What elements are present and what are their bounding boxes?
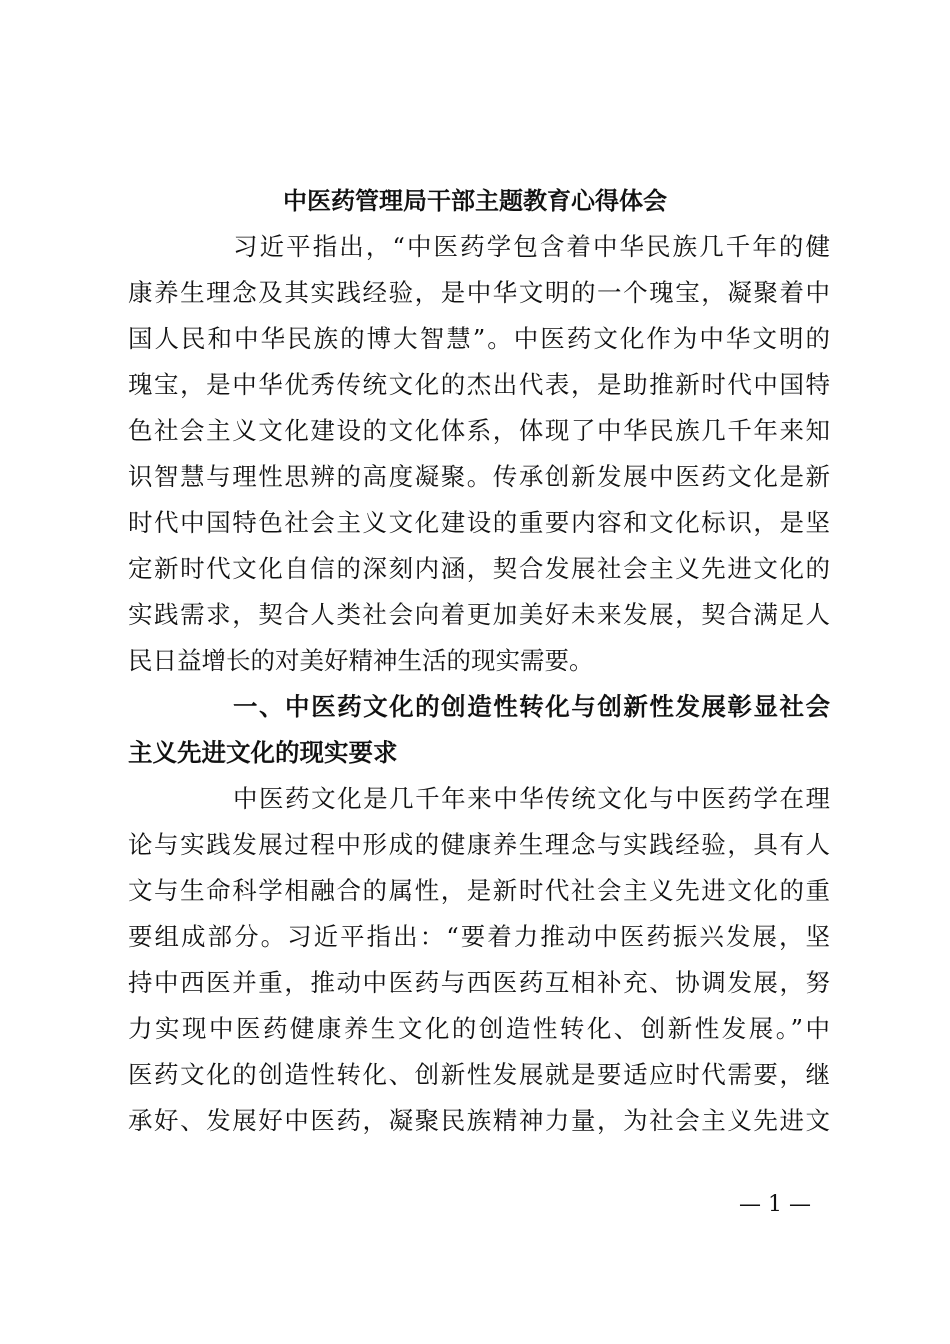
section-heading-line: 一、中医药文化的创造性转化与创新性发展彰显社会: [233, 692, 830, 721]
paragraph-2-line: 持中西医并重，推动中医药与西医药互相补充、协调发展，努: [128, 968, 830, 997]
paragraph-2-line: 力实现中医药健康养生文化的创造性转化、创新性发展。”中: [128, 1014, 830, 1043]
section-heading-line: 主义先进文化的现实要求: [128, 738, 398, 767]
paragraph-1-line: 民日益增长的对美好精神生活的现实需要。: [128, 646, 594, 675]
paragraph-2-line: 论与实践发展过程中形成的健康养生理念与实践经验，具有人: [128, 830, 830, 859]
paragraph-1-line: 国人民和中华民族的博大智慧”。中医药文化作为中华文明的: [128, 324, 830, 353]
document-title: 中医药管理局干部主题教育心得体会: [283, 187, 667, 215]
paragraph-1-line: 识智慧与理性思辨的高度凝聚。传承创新发展中医药文化是新: [128, 462, 830, 491]
paragraph-2-line: 要组成部分。习近平指出：“要着力推动中医药振兴发展，坚: [128, 922, 830, 951]
paragraph-2-line: 中医药文化是几千年来中华传统文化与中医药学在理: [233, 784, 830, 813]
paragraph-1-line: 瑰宝，是中华优秀传统文化的杰出代表，是助推新时代中国特: [128, 370, 830, 399]
paragraph-1-line: 定新时代文化自信的深刻内涵，契合发展社会主义先进文化的: [128, 554, 830, 583]
paragraph-1-line: 习近平指出，“中医药学包含着中华民族几千年的健: [233, 232, 830, 261]
paragraph-2-line: 医药文化的创造性转化、创新性发展就是要适应时代需要，继: [128, 1060, 830, 1089]
paragraph-1-line: 实践需求，契合人类社会向着更加美好未来发展，契合满足人: [128, 600, 830, 629]
paragraph-1-line: 时代中国特色社会主义文化建设的重要内容和文化标识，是坚: [128, 508, 830, 537]
paragraph-2-line: 文与生命科学相融合的属性，是新时代社会主义先进文化的重: [128, 876, 830, 905]
paragraph-1-line: 色社会主义文化建设的文化体系，体现了中华民族几千年来知: [128, 416, 830, 445]
page-number: — 1 —: [739, 1192, 811, 1217]
paragraph-2-line: 承好、发展好中医药，凝聚民族精神力量，为社会主义先进文: [128, 1106, 830, 1135]
paragraph-1-line: 康养生理念及其实践经验，是中华文明的一个瑰宝，凝聚着中: [128, 278, 830, 307]
